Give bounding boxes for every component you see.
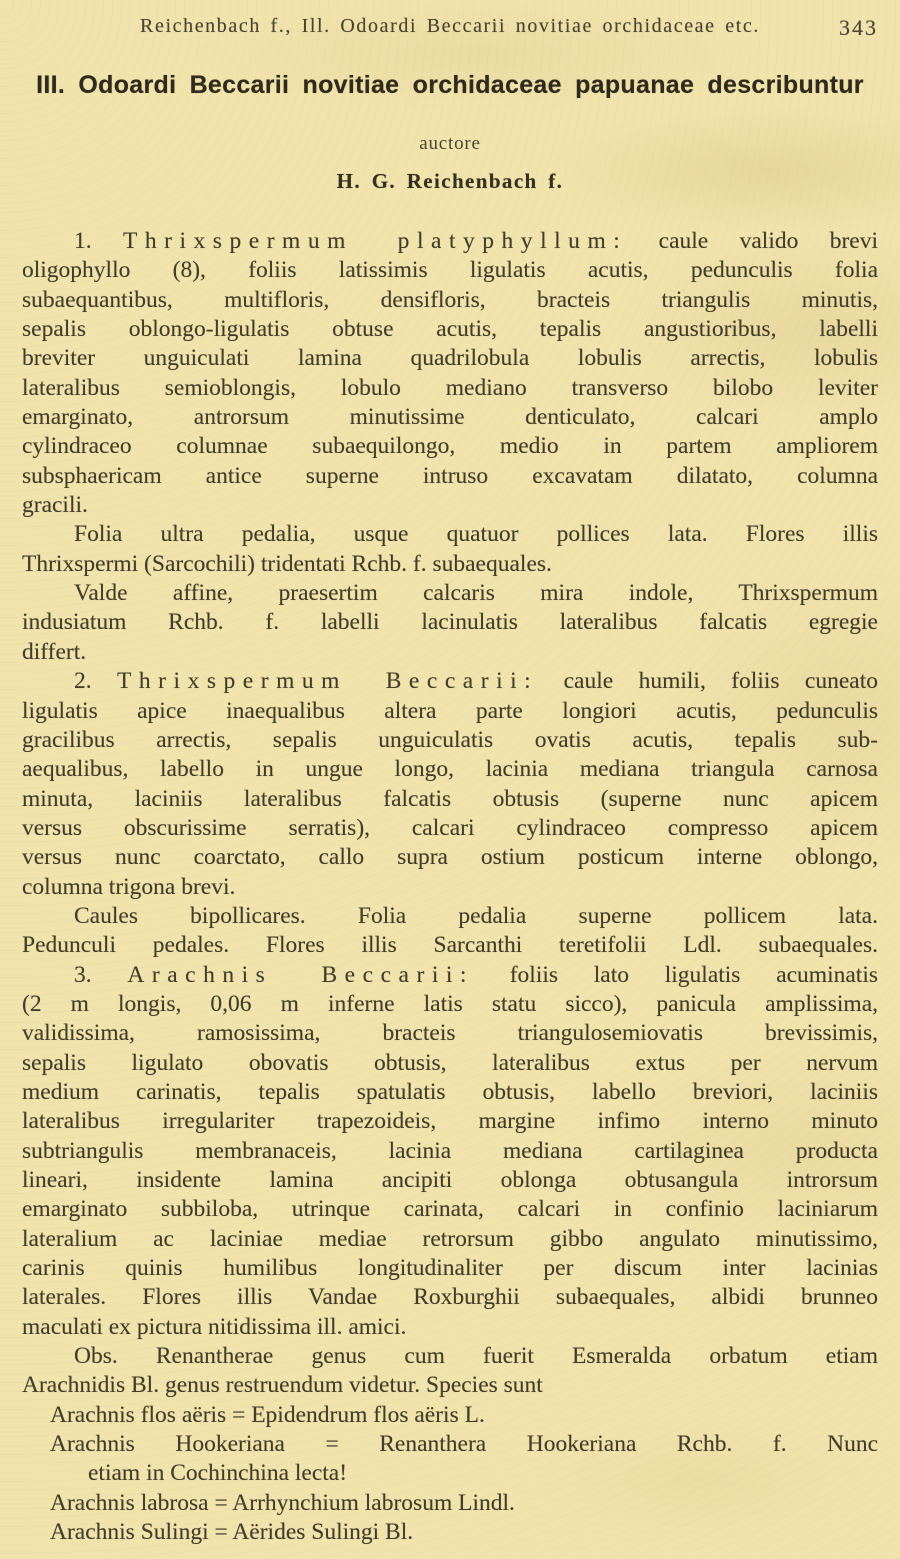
text-segment: Pedunculi pedales. Flores illis Sarcanthi teretifolii Ldl. subaequales. bbox=[22, 932, 878, 959]
text-segment: 2. bbox=[74, 668, 118, 695]
author-name: H. G. Reichenbach f. bbox=[336, 169, 564, 193]
species-synonym-list bbox=[22, 1401, 878, 1548]
text-line bbox=[22, 873, 878, 902]
text-segment: columna trigona brevi. bbox=[22, 873, 236, 900]
text-line bbox=[22, 785, 878, 814]
text-segment: versus obscurissime serratis), calcari cylindraceo compresso apicem bbox=[22, 814, 878, 841]
article-title: III. Odoardi Beccarii novitiae orchidaceae papuanae describuntur bbox=[36, 71, 864, 99]
text-line bbox=[22, 1049, 878, 1078]
text-line bbox=[22, 432, 878, 461]
species-2-thrixspermum-beccarii bbox=[22, 667, 878, 902]
text-segment: Arachnidis Bl. genus restruendum videtur. Species sunt bbox=[22, 1372, 543, 1399]
text-line bbox=[22, 1166, 878, 1195]
text-segment: laterales. Flores illis Vandae Roxburghii subaequales, albidi brunneo bbox=[22, 1284, 878, 1311]
text-line bbox=[22, 403, 878, 432]
species-name: Arachnis Beccarii: bbox=[127, 961, 474, 988]
text-line bbox=[22, 286, 878, 315]
text-line bbox=[22, 1254, 878, 1283]
text-segment: lateralibus semioblongis, lobulo mediano transverso bilobo leviter bbox=[22, 374, 878, 401]
text-segment: 1. bbox=[74, 228, 123, 254]
text-segment: subtriangulis membranaceis, lacinia mediana cartilaginea producta bbox=[22, 1137, 878, 1164]
text-segment: caule humili, foliis cuneato bbox=[538, 668, 879, 695]
observation bbox=[22, 1342, 878, 1401]
body-text bbox=[22, 227, 878, 1547]
text-line bbox=[22, 1342, 878, 1371]
text-line bbox=[22, 491, 878, 520]
text-segment: Folia ultra pedalia, usque quatuor pollices lata. Flores illis bbox=[74, 521, 878, 548]
text-segment: Arachnis Hookeriana = Renanthera Hookeriana Rchb. f. Nunc bbox=[50, 1431, 878, 1458]
text-line bbox=[22, 990, 878, 1019]
text-line bbox=[22, 550, 878, 579]
text-segment: sepalis ligulato obovatis obtusis, lateralibus extus per nervum bbox=[22, 1049, 878, 1076]
byline-label: auctore bbox=[419, 133, 481, 154]
page-number: 343 bbox=[839, 15, 878, 40]
text-line bbox=[22, 961, 878, 990]
text-segment: subaequantibus, multifloris, densifloris, bracteis triangulis minutis, bbox=[22, 286, 878, 313]
text-segment: lineari, insidente lamina ancipiti oblonga obtusangula introrsum bbox=[22, 1167, 878, 1193]
text-segment: maculati ex pictura nitidissima ill. amici. bbox=[22, 1313, 407, 1340]
text-segment: Arachnis Sulingi = Aërides Sulingi Bl. bbox=[50, 1519, 414, 1546]
text-line bbox=[22, 814, 878, 843]
text-segment: aequalibus, labello in ungue longo, lacinia mediana triangula carnosa bbox=[22, 756, 878, 783]
text-line bbox=[22, 902, 878, 931]
text-segment: breviter unguiculati lamina quadrilobula lobulis arrectis, lobulis bbox=[22, 345, 878, 372]
species-name: Thrixspermum platyphyllum: bbox=[123, 228, 628, 254]
species-1-note-folia bbox=[22, 520, 878, 579]
text-segment: gracilibus arrectis, sepalis unguiculatis ovatis acutis, tepalis sub- bbox=[22, 726, 878, 753]
text-line bbox=[22, 697, 878, 726]
text-segment: subsphaericam antice superne intruso excavatam dilatato, columna bbox=[22, 462, 878, 489]
text-line bbox=[22, 1107, 878, 1136]
text-line bbox=[22, 1313, 878, 1342]
text-line bbox=[22, 638, 878, 667]
text-segment: carinis quinis humilibus longitudinaliter per discum inter lacinias bbox=[22, 1255, 878, 1282]
text-line bbox=[22, 1459, 878, 1488]
species-3-arachnis-beccarii bbox=[22, 961, 878, 1342]
running-header-text: Reichenbach f., Ill. Odoardi Beccarii novitiae orchidaceae etc. bbox=[140, 15, 760, 37]
text-segment: minuta, laciniis lateralibus falcatis obtusis (superne nunc apicem bbox=[22, 785, 878, 812]
text-segment: Obs. Renantherae genus cum fuerit Esmeralda orbatum etiam bbox=[74, 1343, 878, 1370]
text-line bbox=[22, 1518, 878, 1547]
species-name: Thrixspermum Beccarii: bbox=[117, 668, 539, 695]
text-segment: Arachnis flos aëris = Epidendrum flos aëris L. bbox=[50, 1401, 485, 1428]
text-line bbox=[22, 579, 878, 608]
text-segment: oligophyllo (8), foliis latissimis ligulatis acutis, pedunculis folia bbox=[22, 257, 878, 284]
text-line bbox=[22, 843, 878, 872]
text-line bbox=[22, 315, 878, 344]
text-line bbox=[22, 726, 878, 755]
text-line bbox=[22, 1137, 878, 1166]
text-line bbox=[22, 667, 878, 696]
text-segment: differt. bbox=[22, 638, 87, 665]
text-segment: lateralium ac laciniae mediae retrorsum gibbo angulato minutissimo, bbox=[22, 1225, 878, 1252]
text-segment: cylindraceo columnae subaequilongo, medio in partem ampliorem bbox=[22, 433, 878, 460]
text-segment: (2 m longis, 0,06 m inferne latis statu sicco), panicula amplissima, bbox=[22, 990, 878, 1017]
text-line bbox=[22, 1195, 878, 1224]
text-segment: validissima, ramosissima, bracteis triangulosemiovatis brevissimis, bbox=[22, 1020, 878, 1047]
text-line bbox=[22, 1078, 878, 1107]
text-line bbox=[22, 256, 878, 285]
text-line bbox=[22, 931, 878, 960]
text-segment: indusiatum Rchb. f. labelli lacinulatis lateralibus falcatis egregie bbox=[22, 609, 878, 636]
text-line bbox=[22, 344, 878, 373]
text-line bbox=[22, 227, 878, 256]
text-segment: emarginato, antrorsum minutissime denticulato, calcari amplo bbox=[22, 404, 878, 431]
species-1-thrixspermum-platyphyllum bbox=[22, 227, 878, 520]
text-segment: Arachnis labrosa = Arrhynchium labrosum Lindl. bbox=[50, 1489, 515, 1516]
species-1-note-affinity bbox=[22, 579, 878, 667]
text-segment: emarginato subbiloba, utrinque carinata, calcari in confinio laciniarum bbox=[22, 1196, 878, 1223]
text-line bbox=[22, 1401, 878, 1430]
text-line bbox=[22, 755, 878, 784]
text-line bbox=[22, 520, 878, 549]
text-segment: caule valido brevi bbox=[627, 228, 878, 254]
text-segment: gracili. bbox=[22, 492, 88, 519]
text-segment: sepalis oblongo-ligulatis obtuse acutis, tepalis angustioribus, labelli bbox=[22, 316, 878, 343]
text-line bbox=[22, 1283, 878, 1312]
text-line bbox=[22, 374, 878, 403]
text-segment: medium carinatis, tepalis spatulatis obtusis, labello breviori, laciniis bbox=[22, 1078, 878, 1105]
text-line bbox=[22, 1225, 878, 1254]
text-segment: Thrixspermi (Sarcochili) tridentati Rchb. f. subaequales. bbox=[22, 550, 552, 577]
text-segment: Caules bipollicares. Folia pedalia superne pollicem lata. bbox=[74, 902, 878, 929]
running-header bbox=[24, 15, 876, 38]
text-line bbox=[22, 1489, 878, 1518]
text-segment: versus nunc coarctato, callo supra ostium posticum interne oblongo, bbox=[22, 844, 878, 871]
text-line bbox=[22, 1371, 878, 1400]
text-segment: foliis lato ligulatis acuminatis bbox=[473, 961, 878, 988]
text-line bbox=[22, 1430, 878, 1459]
text-line bbox=[22, 462, 878, 491]
text-segment: 3. bbox=[74, 961, 128, 988]
species-2-note-caules bbox=[22, 902, 878, 961]
text-segment: etiam in Cochinchina lecta! bbox=[88, 1460, 348, 1487]
text-line bbox=[22, 608, 878, 637]
text-segment: Valde affine, praesertim calcaris mira indole, Thrixspermum bbox=[74, 580, 878, 607]
text-line bbox=[22, 1019, 878, 1048]
text-segment: lateralibus irregulariter trapezoideis, margine infimo interno minuto bbox=[22, 1108, 878, 1135]
text-segment: ligulatis apice inaequalibus altera parte longiori acutis, pedunculis bbox=[22, 697, 878, 724]
